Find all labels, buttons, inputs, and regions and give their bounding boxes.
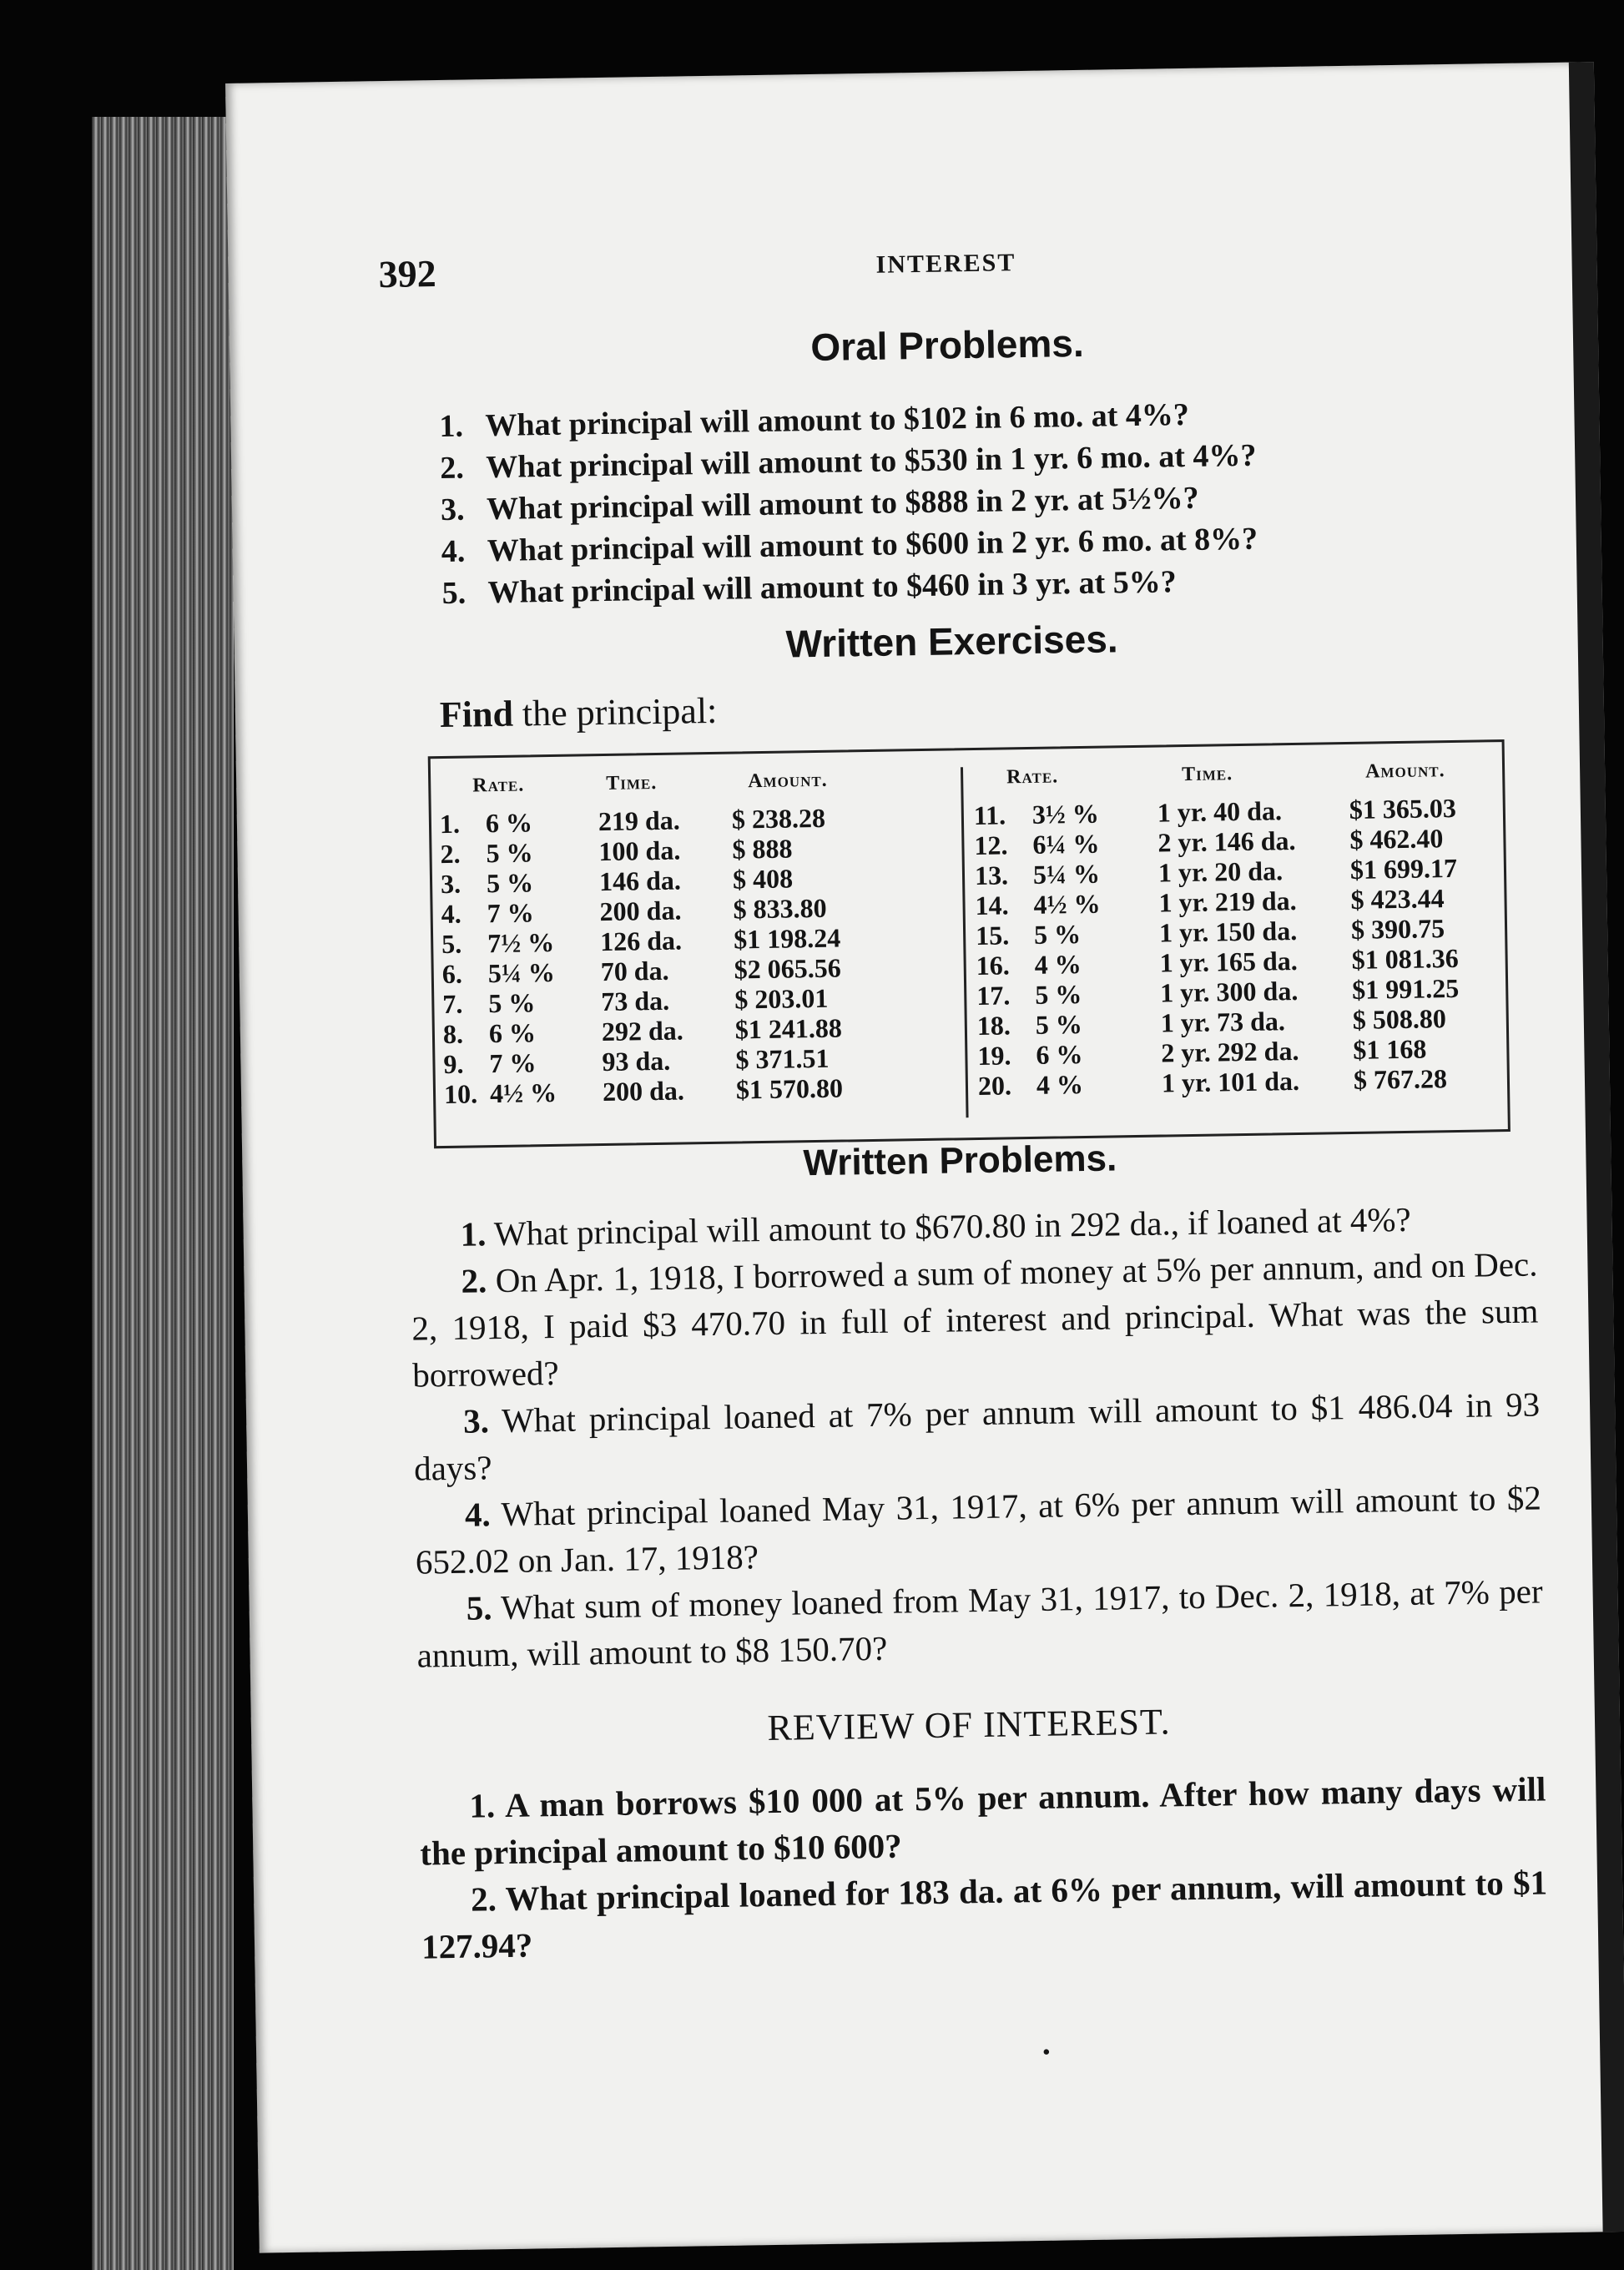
- exercise-amount: $1 168: [1353, 1033, 1427, 1065]
- table-divider: [961, 767, 969, 1117]
- page-number: 392: [378, 252, 437, 296]
- exercise-num: 18.: [976, 1010, 1011, 1041]
- oral-problem-3: 3. What principal will amount to $888 in 2 yr. at 5½%?: [440, 480, 1199, 528]
- exercise-amount: $ 203.01: [734, 982, 829, 1015]
- exercise-num: 19.: [977, 1040, 1011, 1071]
- exercise-time: 200 da.: [602, 1075, 685, 1107]
- print-specks: ·: [1040, 2032, 1052, 2071]
- exercise-num: 3.: [440, 868, 461, 900]
- review-problem-1: 1. A man borrows $10 000 at 5% per annum. After how many days will the principal amount to $10 600?: [419, 1769, 1546, 1873]
- exercise-rate: 5 %: [1034, 979, 1082, 1010]
- exercise-num: 10.: [443, 1078, 478, 1110]
- exercise-table: [428, 739, 1511, 1148]
- page-header: [378, 235, 1514, 302]
- exercise-time: 1 yr. 165 da.: [1159, 945, 1299, 978]
- review-heading: REVIEW OF INTEREST.: [767, 1701, 1171, 1749]
- exercise-num: 1.: [439, 808, 461, 840]
- exercise-num: 2.: [440, 838, 461, 870]
- col-header-time: Time.: [1181, 763, 1233, 786]
- oral-problems-heading: Oral Problems.: [810, 320, 1085, 370]
- exercise-amount: $1 699.17: [1349, 852, 1458, 885]
- exercise-amount: $1 570.80: [735, 1072, 844, 1105]
- exercise-amount: $2 065.56: [734, 952, 842, 985]
- exercise-num: 6.: [441, 958, 463, 990]
- written-problems-list: [410, 1193, 1544, 1678]
- exercise-amount: $ 390.75: [1350, 913, 1445, 945]
- col-header-rate: Rate.: [472, 774, 525, 797]
- exercise-num: 5.: [441, 928, 462, 960]
- exercise-num: 15.: [975, 920, 1010, 951]
- exercise-rate: 4½ %: [1033, 888, 1101, 920]
- exercise-time: 1 yr. 150 da.: [1158, 915, 1298, 948]
- exercise-time: 146 da.: [598, 865, 682, 897]
- exercise-amount: $1 991.25: [1351, 972, 1460, 1005]
- exercise-amount: $ 423.44: [1350, 883, 1445, 915]
- exercise-num: 8.: [442, 1018, 464, 1050]
- exercise-amount: $ 508.80: [1352, 1003, 1447, 1035]
- facing-page-edge: [1569, 62, 1624, 2232]
- col-header-amount: Amount.: [1364, 759, 1445, 783]
- exercise-rate: 5 %: [486, 867, 534, 899]
- exercise-instruction: Find the principal:: [439, 689, 718, 736]
- book-page-edges: [92, 117, 234, 2270]
- review-problem-2: 2. What principal loaned for 183 da. at 6% per annum, will amount to $1 127.94?: [421, 1863, 1548, 1966]
- exercise-amount: $ 888: [732, 833, 793, 865]
- exercise-amount: $ 371.51: [735, 1042, 830, 1075]
- exercise-amount: $1 241.88: [734, 1012, 843, 1045]
- exercise-num: 11.: [973, 800, 1006, 831]
- exercise-rate: 7½ %: [487, 926, 555, 959]
- exercise-amount: $ 462.40: [1349, 823, 1444, 855]
- exercise-num: 14.: [975, 890, 1009, 921]
- exercise-rate: 6¼ %: [1032, 828, 1100, 860]
- written-exercises-heading: Written Exercises.: [785, 617, 1118, 666]
- oral-problem-5: 5. What principal will amount to $460 in 3 yr. at 5%?: [441, 564, 1178, 611]
- oral-problem-4: 4. What principal will amount to $600 in 2 yr. 6 mo. at 8%?: [441, 521, 1258, 570]
- book-page: [225, 62, 1624, 2252]
- exercise-time: 1 yr. 300 da.: [1159, 975, 1299, 1008]
- exercise-time: 1 yr. 20 da.: [1157, 855, 1284, 888]
- oral-problem-1: 1. What principal will amount to $102 in 6 mo. at 4%?: [439, 396, 1190, 445]
- exercise-num: 20.: [977, 1070, 1012, 1101]
- exercise-num: 12.: [974, 830, 1008, 861]
- exercise-rate: 4½ %: [489, 1077, 557, 1109]
- written-problem-2: 2. On Apr. 1, 1918, I borrowed a sum of money at 5% per annum, and on Dec. 2, 1918, I paid $3 470.70 in full of interest and principal. What was the sum borrowed?: [411, 1244, 1539, 1395]
- exercise-time: 126 da.: [599, 925, 683, 957]
- written-problem-4: 4. What principal loaned May 31, 1917, at 6% per annum will amount to $2 652.02 on Jan. 17, 1918?: [415, 1478, 1542, 1581]
- exercise-rate: 7 %: [487, 897, 534, 929]
- col-header-rate: Rate.: [1006, 765, 1059, 789]
- exercise-amount: $ 767.28: [1353, 1063, 1448, 1095]
- exercise-rate: 5 %: [486, 837, 533, 869]
- exercise-time: 292 da.: [601, 1015, 683, 1047]
- exercise-rate: 5 %: [1033, 919, 1082, 950]
- exercise-time: 100 da.: [598, 835, 681, 867]
- exercise-rate: 5 %: [488, 987, 536, 1019]
- exercise-rate: 4 %: [1034, 949, 1082, 980]
- running-title: INTEREST: [875, 249, 1016, 279]
- exercise-num: 13.: [974, 860, 1009, 891]
- exercise-amount: $ 833.80: [733, 892, 827, 925]
- exercise-table-left: [439, 767, 956, 1110]
- exercise-time: 2 yr. 292 da.: [1161, 1035, 1299, 1068]
- exercise-rate: 6 %: [485, 807, 533, 839]
- exercise-amount: $1 081.36: [1351, 942, 1459, 975]
- exercise-amount: $1 198.24: [733, 922, 841, 955]
- exercise-rate: 6 %: [1036, 1039, 1083, 1070]
- exercise-num: 7.: [442, 988, 463, 1020]
- exercise-time: 93 da.: [602, 1045, 671, 1077]
- exercise-rate: 7 %: [489, 1047, 537, 1079]
- exercise-num: 16.: [976, 950, 1010, 981]
- exercise-rate: 4 %: [1036, 1069, 1084, 1100]
- exercise-rate: 5¼ %: [1032, 858, 1101, 890]
- exercise-rate: 5 %: [1035, 1009, 1083, 1040]
- exercise-amount: $ 238.28: [731, 802, 826, 835]
- written-problem-5: 5. What sum of money loaned from May 31, 1917, to Dec. 2, 1918, at 7% per annum, will amount to $8 150.70?: [416, 1571, 1543, 1675]
- exercise-time: 70 da.: [600, 955, 669, 987]
- exercise-num: 9.: [443, 1048, 464, 1080]
- col-header-time: Time.: [606, 771, 658, 794]
- oral-problems-list: [439, 389, 1527, 614]
- exercise-table-right: [973, 759, 1490, 1101]
- review-problems-list: [419, 1765, 1548, 1970]
- exercise-rate: 6 %: [488, 1017, 537, 1049]
- exercise-time: 73 da.: [601, 985, 670, 1017]
- exercise-amount: $1 365.03: [1349, 792, 1457, 825]
- written-problems-heading: Written Problems.: [803, 1138, 1117, 1184]
- col-header-amount: Amount.: [748, 769, 828, 793]
- exercise-time: 200 da.: [599, 895, 682, 927]
- exercise-time: 2 yr. 146 da.: [1157, 825, 1296, 858]
- oral-problem-2: 2. What principal will amount to $530 in 1 yr. 6 mo. at 4%?: [439, 437, 1257, 487]
- exercise-num: 17.: [976, 980, 1011, 1011]
- exercise-rate: 3½ %: [1031, 798, 1100, 830]
- exercise-time: 219 da.: [598, 805, 681, 837]
- exercise-amount: $ 408: [732, 863, 794, 895]
- exercise-time: 1 yr. 101 da.: [1161, 1065, 1300, 1098]
- exercise-rate: 5¼ %: [487, 956, 556, 989]
- exercise-time: 1 yr. 40 da.: [1157, 795, 1283, 828]
- written-problem-1: 1. What principal will amount to $670.80 in 292 da., if loaned at 4%?: [460, 1199, 1411, 1254]
- exercise-num: 4.: [441, 898, 461, 930]
- exercise-time: 1 yr. 219 da.: [1158, 885, 1297, 918]
- exercise-time: 1 yr. 73 da.: [1160, 1006, 1286, 1038]
- written-problem-3: 3. What principal loaned at 7% per annum will amount to $1 486.04 in 93 days?: [413, 1385, 1541, 1488]
